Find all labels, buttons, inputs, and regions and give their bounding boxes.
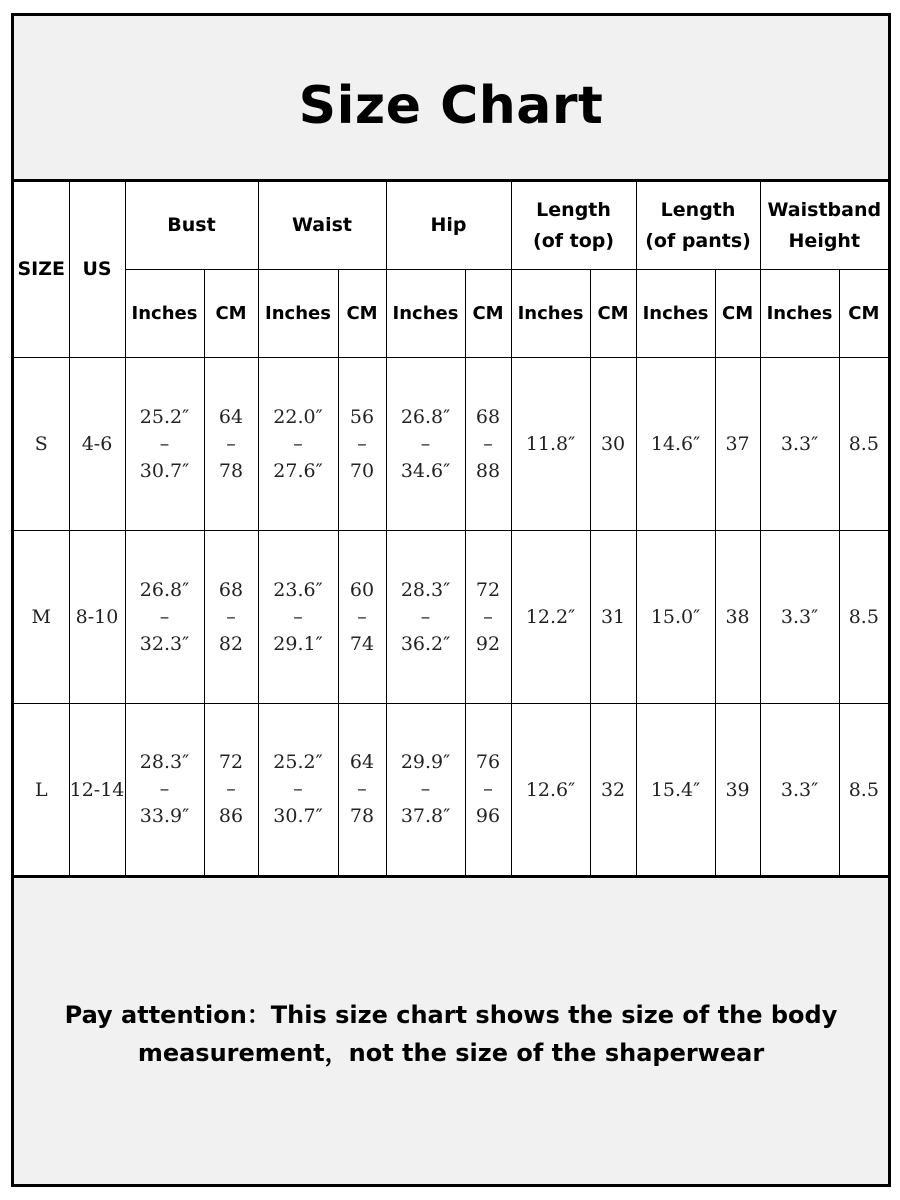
table-row xyxy=(14,704,888,877)
unit-header: CM xyxy=(839,270,888,358)
pants-length-inches-cell: 14.6″ xyxy=(636,358,715,531)
unit-header: CM xyxy=(465,270,511,358)
hip-inches-cell: 28.3″ – 36.2″ xyxy=(386,531,465,704)
bust-inches-cell: 25.2″ – 30.7″ xyxy=(125,358,204,531)
header-line: Bust xyxy=(167,214,216,236)
waistband-cm-cell: 8.5 xyxy=(839,531,888,704)
col-header-length-pants xyxy=(636,181,760,270)
size-cell: S xyxy=(14,358,69,531)
pants-length-cm-cell: 37 xyxy=(715,358,760,531)
top-length-cm-cell: 32 xyxy=(590,704,636,877)
attention-note xyxy=(14,996,888,1072)
waist-cm-cell: 60 – 74 xyxy=(338,531,386,704)
unit-header: Inches xyxy=(386,270,465,358)
attention-note-line: measurement，not the size of the shaperwear xyxy=(137,1039,765,1067)
unit-header: CM xyxy=(715,270,760,358)
unit-header: Inches xyxy=(511,270,590,358)
top-length-cm-cell: 31 xyxy=(590,531,636,704)
col-header-hip xyxy=(386,181,511,270)
size-cell: L xyxy=(14,704,69,877)
top-length-cm-cell: 30 xyxy=(590,358,636,531)
bust-inches-cell: 28.3″ – 33.9″ xyxy=(125,704,204,877)
size-cell: M xyxy=(14,531,69,704)
hip-cm-cell: 76 – 96 xyxy=(465,704,511,877)
unit-header: Inches xyxy=(258,270,338,358)
waist-cm-cell: 56 – 70 xyxy=(338,358,386,531)
top-length-inches-cell: 12.6″ xyxy=(511,704,590,877)
col-header-bust xyxy=(125,181,258,270)
header-line: Waist xyxy=(292,214,353,236)
table-header-row xyxy=(14,181,888,270)
size-table xyxy=(14,179,888,878)
hip-inches-cell: 29.9″ – 37.8″ xyxy=(386,704,465,877)
header-line: Hip xyxy=(430,214,467,236)
unit-header: Inches xyxy=(760,270,839,358)
top-length-inches-cell: 11.8″ xyxy=(511,358,590,531)
waist-inches-cell: 25.2″ – 30.7″ xyxy=(258,704,338,877)
col-header-us: US xyxy=(69,181,125,358)
header-line: Length xyxy=(660,198,736,221)
col-header-length-top xyxy=(511,181,636,270)
waist-inches-cell: 22.0″ – 27.6″ xyxy=(258,358,338,531)
waistband-cm-cell: 8.5 xyxy=(839,704,888,877)
hip-cm-cell: 68 – 88 xyxy=(465,358,511,531)
header-line: (of top) xyxy=(533,229,615,252)
bust-cm-cell: 72 – 86 xyxy=(204,704,258,877)
table-row xyxy=(14,358,888,531)
col-header-size: SIZE xyxy=(14,181,69,358)
pants-length-cm-cell: 38 xyxy=(715,531,760,704)
size-chart-card xyxy=(11,13,891,1187)
header-line: Length xyxy=(536,198,611,221)
bust-inches-cell: 26.8″ – 32.3″ xyxy=(125,531,204,704)
top-length-inches-cell: 12.2″ xyxy=(511,531,590,704)
waistband-inches-cell: 3.3″ xyxy=(760,358,839,531)
bust-cm-cell: 68 – 82 xyxy=(204,531,258,704)
page-title: Size Chart xyxy=(298,76,604,136)
us-cell: 12-14 xyxy=(69,704,125,877)
waist-cm-cell: 64 – 78 xyxy=(338,704,386,877)
pants-length-inches-cell: 15.4″ xyxy=(636,704,715,877)
unit-header: CM xyxy=(590,270,636,358)
header-line: Waistband xyxy=(767,198,882,221)
col-header-waist xyxy=(258,181,386,270)
waistband-inches-cell: 3.3″ xyxy=(760,704,839,877)
waistband-cm-cell: 8.5 xyxy=(839,358,888,531)
header-line: Height xyxy=(788,229,861,252)
table-row xyxy=(14,531,888,704)
header-line: (of pants) xyxy=(645,229,751,252)
hip-cm-cell: 72 – 92 xyxy=(465,531,511,704)
table-unit-row xyxy=(14,270,888,358)
us-cell: 4-6 xyxy=(69,358,125,531)
us-cell: 8-10 xyxy=(69,531,125,704)
hip-inches-cell: 26.8″ – 34.6″ xyxy=(386,358,465,531)
unit-header: Inches xyxy=(636,270,715,358)
unit-header: CM xyxy=(204,270,258,358)
unit-header: CM xyxy=(338,270,386,358)
waist-inches-cell: 23.6″ – 29.1″ xyxy=(258,531,338,704)
bust-cm-cell: 64 – 78 xyxy=(204,358,258,531)
unit-header: Inches xyxy=(125,270,204,358)
waistband-inches-cell: 3.3″ xyxy=(760,531,839,704)
col-header-waistband-height xyxy=(760,181,888,270)
pants-length-cm-cell: 39 xyxy=(715,704,760,877)
attention-note-line: Pay attention：This size chart shows the size of the body xyxy=(64,1001,838,1029)
pants-length-inches-cell: 15.0″ xyxy=(636,531,715,704)
